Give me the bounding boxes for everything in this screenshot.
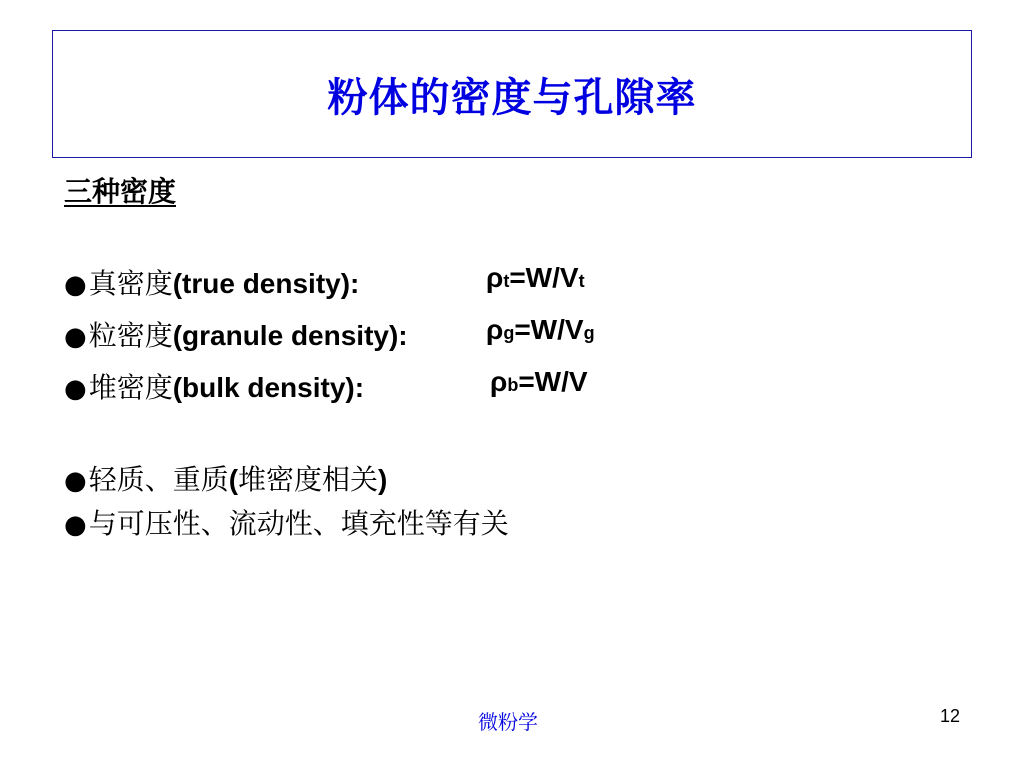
bullet-icon: ● [64,270,87,300]
formula-equation: =W/V [514,314,584,345]
note-paren-open: ( [228,464,239,495]
density-row-bulk [64,366,364,402]
bullet-icon: ● [64,322,87,352]
bullet-icon: ● [64,510,87,540]
density-cn-label: 堆密度 [88,371,173,404]
note-paren-close: ) [378,464,388,495]
rho-symbol: ρ [486,262,504,293]
rho-subscript: g [503,323,515,343]
density-formula-granule [486,314,595,350]
volume-subscript: t [578,271,585,291]
density-en-label: (granule density): [172,320,408,351]
rho-subscript: b [507,375,519,395]
formula-equation: =W/V [509,262,579,293]
page-number: 12 [940,706,961,726]
density-en-label: (bulk density): [172,372,365,403]
bullet-icon: ● [64,374,87,404]
rho-subscript: t [503,271,510,291]
density-row-granule [64,314,408,350]
density-formula-bulk [490,366,588,402]
density-formula-true [486,262,585,298]
density-row-true [64,262,359,298]
formula-equation: =W/V [518,366,588,397]
note-text-related: 堆密度相关 [238,463,379,496]
title-box [52,30,972,158]
note-text: 与可压性、流动性、填充性等有关 [88,507,509,540]
density-en-label: (true density): [172,268,360,299]
footer-text: 微粉学 [478,710,538,734]
note-row-weight [64,458,387,494]
slide-title: 粉体的密度与孔隙率 [327,74,697,121]
density-cn-label: 真密度 [88,267,173,300]
rho-symbol: ρ [490,366,508,397]
note-row-properties [64,502,509,538]
section-heading: 三种密度 [64,175,177,208]
density-cn-label: 粒密度 [88,319,173,352]
note-text: 轻质、重质 [88,463,229,496]
bullet-icon: ● [64,466,87,496]
rho-symbol: ρ [486,314,504,345]
volume-subscript: g [583,323,595,343]
